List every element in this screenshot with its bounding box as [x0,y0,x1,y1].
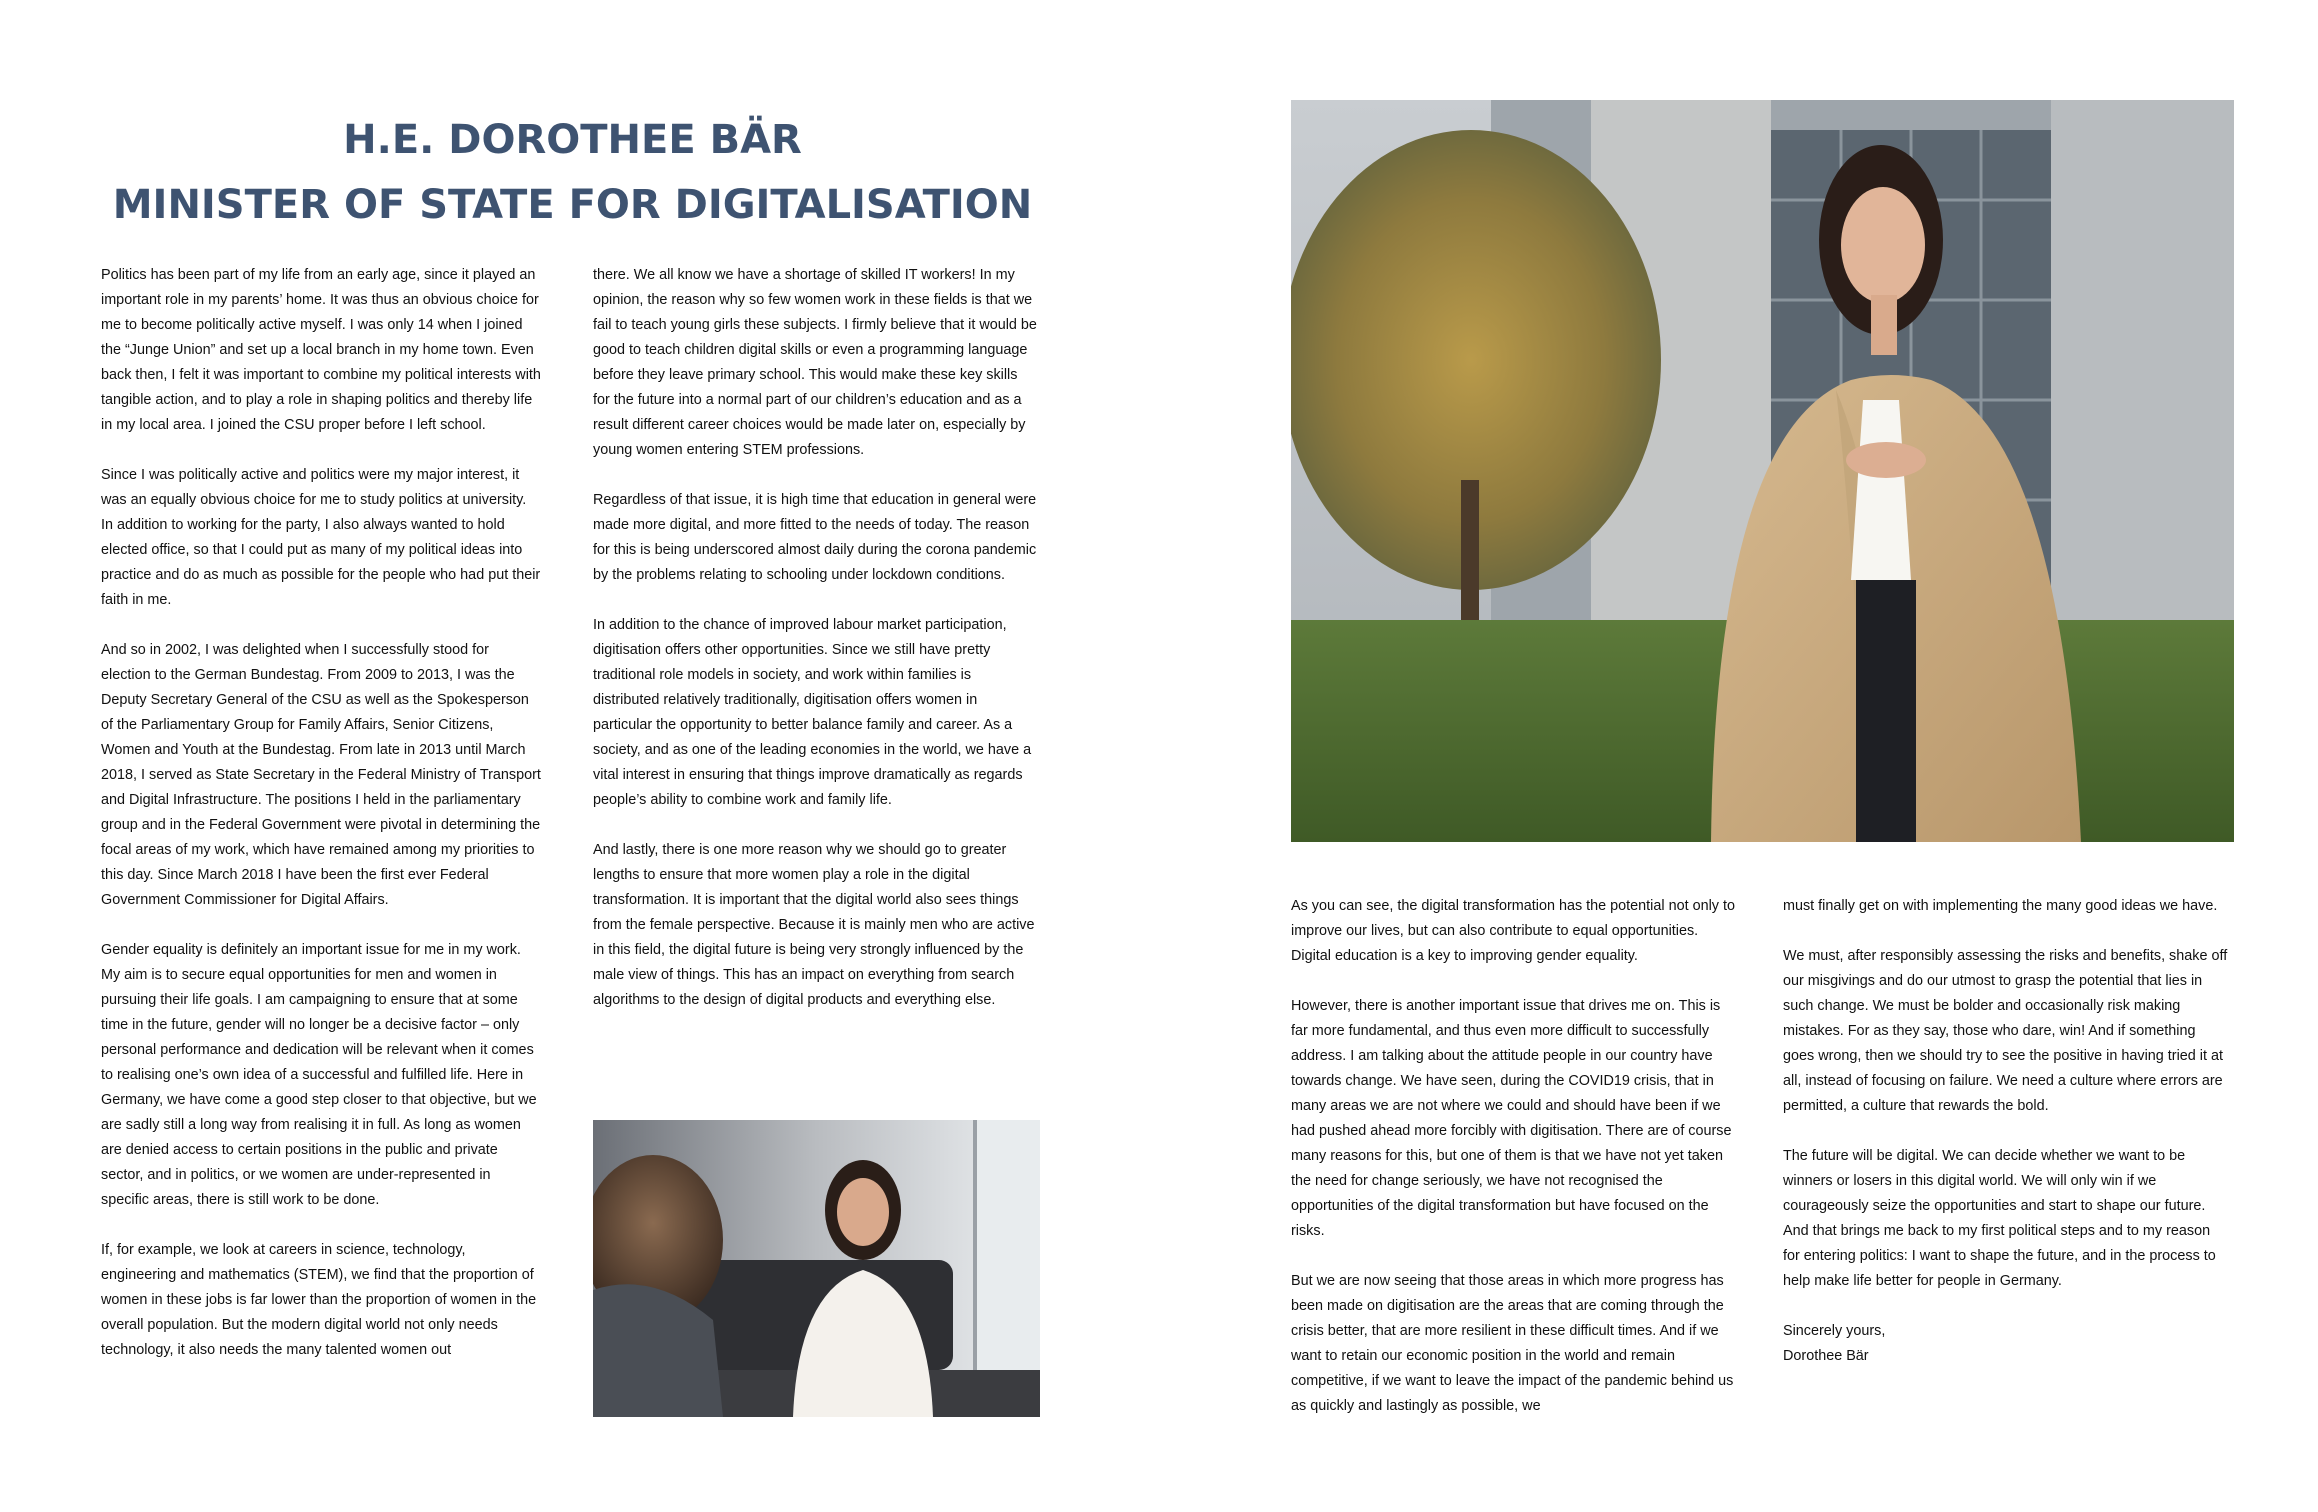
paragraph: Since I was politically active and politics were my major interest, it was an equally obvious choice for me to study politics at university. In addition to working for the party, I also always wanted to hold elected office, so that I could put as many of my political ideas into practice and do as much as possible for the people who had put their faith in me. [101,467,541,608]
paragraph: Politics has been part of my life from an early age, since it played an important role in my parents’ home. It was thus an obvious choice for me to become politically active myself. I was only 14 when I joined the “Junge Union” and set up a local branch in my home town. Even back then, I felt it was important to combine my political interests with tangible action, and to play a role in shaping politics and thereby life in my local area. I joined the CSU proper before I left school. [101,267,541,433]
paragraph: The future will be digital. We can decide whether we want to be winners or losers in this digital world. We will only win if we courageously seize the opportunities and start to shape our future. And that brings me back to my first political steps and to my reason for entering politics: I want to shape the future, and in the process to help make life better for people in Germany. [1783,1148,2216,1289]
photo-portrait [1291,100,2234,842]
paragraph: But we are now seeing that those areas in which more progress has been made on digitisation are the areas that are coming through the crisis better, that are more resilient in these difficult times. And if we want to retain our economic position in the world and remain competitive, if we want to leave the impact of the pandemic behind us as quickly and lastingly as possible, we [1291,1273,1734,1414]
paragraph: In addition to the chance of improved labour market participation, digitisation offers other opportunities. Since we still have pretty traditional role models in society, and work within families is distributed relatively traditionally, digitisation offers women in particular the opportunity to better balance family and career. As a society, and as one of the leading economies in the world, we have a vital interest in ensuring that things improve dramatically as regards people’s ability to combine work and family life. [593,617,1032,808]
signature: Dorothee Bär [1783,1348,1869,1364]
title-role: MINISTER OF STATE FOR DIGITALISATION [112,182,1033,228]
paragraph: must finally get on with implementing the many good ideas we have. [1783,898,2218,914]
photo-conversation-image [593,1120,1040,1417]
title-name: H.E. DOROTHEE BÄR [343,117,802,163]
photo-conversation [593,1120,1040,1417]
paragraph: And so in 2002, I was delighted when I successfully stood for election to the German Bundestag. From 2009 to 2013, I was the Deputy Secretary General of the CSU as well as the Spokesperson of the Parliamentary Group for Family Affairs, Senior Citizens, Women and Youth at the Bundestag. From late in 2013 until March 2018, I served as State Secretary in the Federal Ministry of Transport and Digital Infrastructure. The positions I held in the parliamentary group and in the Federal Government were pivotal in determining the focal areas of my work, which have remained among my priorities to this day. Since March 2018 I have been the first ever Federal Government Commissioner for Digital Affairs. [101,642,541,908]
text-column-1 [101,263,541,1363]
text-column-2 [593,263,1038,1013]
paragraph: If, for example, we look at careers in science, technology, engineering and mathematics (STEM), we find that the proportion of women in these jobs is far lower than the proportion of women in the overall population. But the modern digital world not only needs technology, it also needs the many talented women out [101,1242,537,1358]
paragraph: Gender equality is definitely an important issue for me in my work. My aim is to secure equal opportunities for men and women in pursuing their life goals. I am campaigning to ensure that at some time in the future, gender will no longer be a decisive factor – only personal performance and dedication will be relevant when it comes to realising one’s own idea of a successful and fulfilled life. Here in Germany, we have come a good step closer to that objective, but we are sadly still a long way from realising it in full. As long as women are denied access to certain positions in the public and private sector, and in politics, or we women are under-represented in specific areas, there is still work to be done. [101,942,537,1208]
paragraph: As you can see, the digital transformation has the potential not only to improve our lives, but can also contribute to equal opportunities. Digital education is a key to improving gender equality. [1291,898,1735,964]
paragraph: We must, after responsibly assessing the risks and benefits, shake off our misgivings and do our utmost to grasp the potential that lies in such change. We must be bolder and occasionally risk making mistakes. For as they say, those who dare, win! And if something goes wrong, then we should try to see the positive in having tried it at all, instead of focusing on failure. We need a culture where errors are permitted, a culture that rewards the bold. [1783,948,2228,1114]
closing [1783,1319,2228,1369]
text-column-4 [1783,894,2228,1369]
paragraph: However, there is another important issue that drives me on. This is far more fundamental, and thus even more difficult to successfully address. I am talking about the attitude people in our country have towards change. We have seen, during the COVID19 crisis, that in many areas we are not where we could and should have been if we had pushed ahead more forcibly with digitisation. There are of course many reasons for this, but one of them is that we have not yet taken the need for change seriously, we have not recognised the opportunities of the digital transformation but have focused on the risks. [1291,998,1732,1239]
paragraph: Regardless of that issue, it is high time that education in general were made more digital, and more fitted to the needs of today. The reason for this is being underscored almost daily during the corona pandemic by the problems relating to schooling under lockdown conditions. [593,492,1037,583]
paragraph: there. We all know we have a shortage of skilled IT workers! In my opinion, the reason why so few women work in these fields is that we fail to teach young girls these subjects. I firmly believe that it would be good to teach children digital skills or even a programming language before they leave primary school. This would make these key skills for the future into a normal part of our children’s education and as a result different career choices would be made later on, especially by young women entering STEM professions. [593,267,1037,458]
page-title [100,108,1045,238]
photo-portrait-image [1291,100,2234,842]
text-column-3 [1291,894,1736,1419]
paragraph: And lastly, there is one more reason why we should go to greater lengths to ensure that more women play a role in the digital transformation. It is important that the digital world also sees things from the female perspective. Because it is mainly men who are active in this field, the digital future is being very strongly influenced by the male view of things. This has an impact on everything from search algorithms to the design of digital products and everything else. [593,842,1035,1008]
salutation: Sincerely yours, [1783,1323,1886,1339]
